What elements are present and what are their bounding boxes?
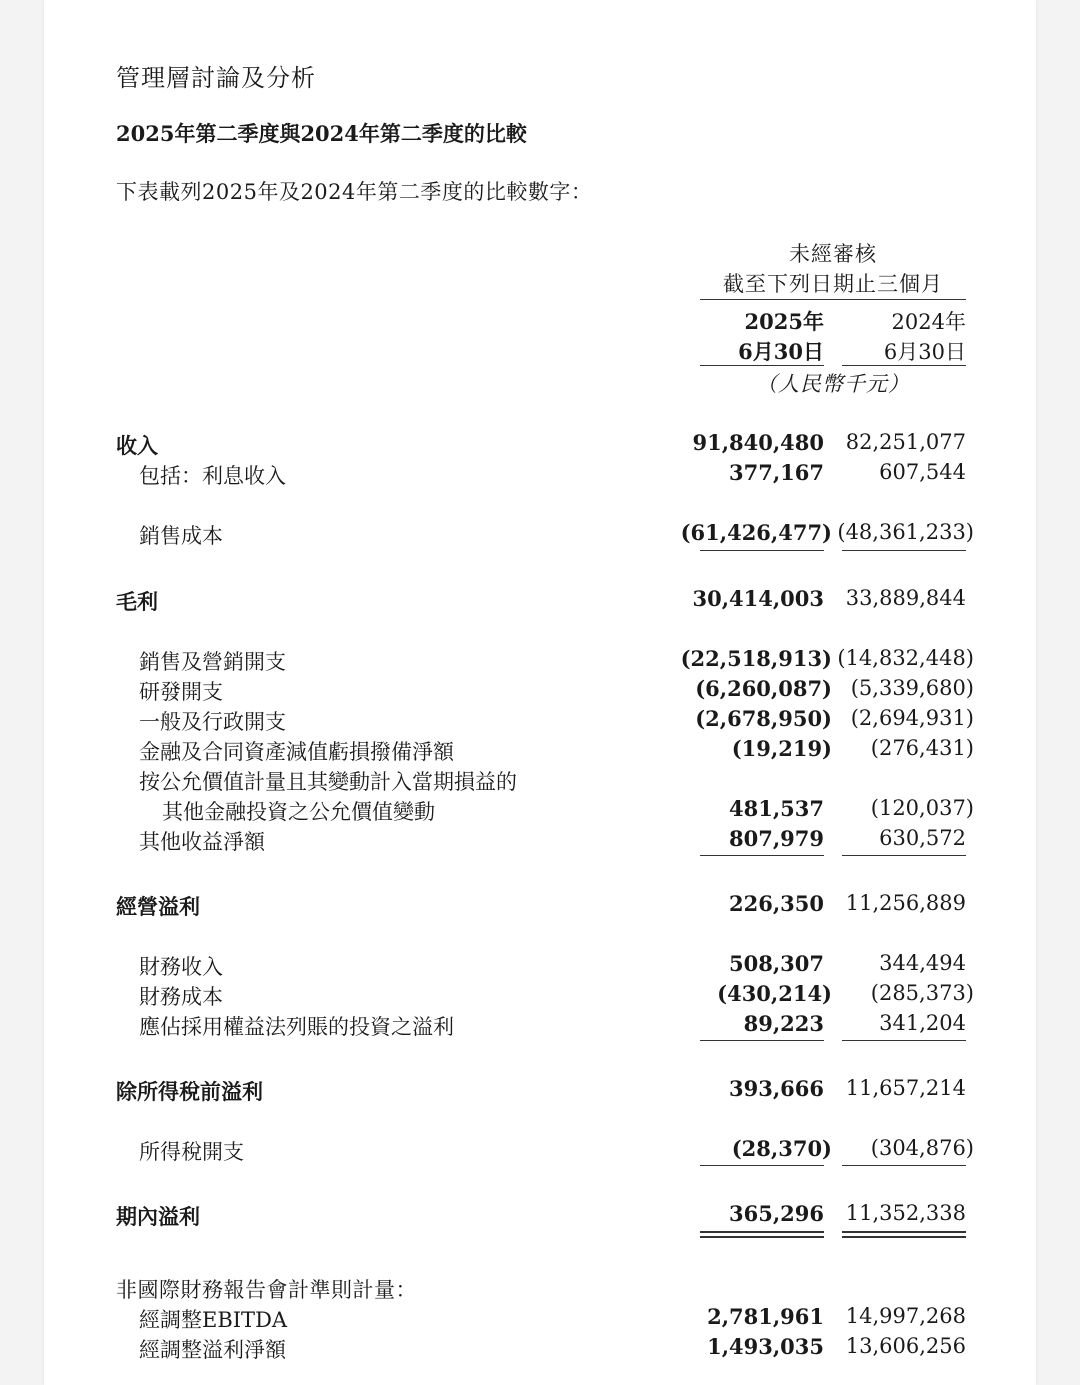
col-2025-rule [700,365,824,366]
rule-tax-2024 [842,1165,966,1166]
row-label-finance-costs: 財務成本 [139,985,223,1009]
rule-opex-2024 [842,855,966,856]
revenue-2024: 82,251,077 [845,430,966,454]
rnd-2025: (6,260,087) [695,676,832,701]
income-tax-2024: (304,876) [870,1136,974,1160]
rule-tax-2025 [700,1165,824,1166]
finance-costs-2024: (285,373) [870,981,974,1005]
col-2025-date: 6月30日 [738,339,824,364]
non-ifrs-heading: 非國際財務報告會計準則計量： [116,1278,417,1302]
finance-costs-2025: (430,214) [717,981,832,1006]
row-label-operating-profit: 經營溢利 [116,894,200,919]
rule-cost-2024 [842,550,966,551]
header-rule [700,299,966,300]
row-label-cost-of-revenue: 銷售成本 [139,524,223,548]
intro-text: 下表載列2025年及2024年第二季度的比較數字： [116,180,593,204]
gross-profit-2024: 33,889,844 [845,586,966,610]
fvtpl-2025: 481,537 [729,796,824,821]
impairment-2025: (19,219) [731,736,832,761]
row-label-income-tax: 所得稅開支 [139,1140,244,1164]
general-admin-2025: (2,678,950) [695,706,832,731]
row-label-equity-method: 應佔採用權益法列賬的投資之溢利 [139,1015,454,1039]
general-admin-2024: (2,694,931) [850,706,974,730]
row-label-impairment: 金融及合同資產減值虧損撥備淨額 [139,740,454,764]
report-page [44,0,1036,1385]
currency-unit: （人民幣千元） [756,372,910,396]
other-gains-2025: 807,979 [729,826,824,851]
finance-income-2024: 344,494 [879,951,966,975]
row-label-selling-marketing: 銷售及營銷開支 [139,650,286,674]
col-2024-rule [842,365,966,366]
row-label-fvtpl-line2: 其他金融投資之公允價值變動 [162,800,435,824]
profit-before-tax-2024: 11,657,214 [845,1076,966,1100]
income-tax-2025: (28,370) [731,1136,832,1161]
double-rule-bottom-2025 [700,1236,824,1238]
profit-for-period-2025: 365,296 [729,1201,824,1226]
adjusted-ebitda-2025: 2,781,961 [707,1304,824,1329]
gross-profit-2025: 30,414,003 [692,586,824,611]
other-gains-2024: 630,572 [879,826,966,850]
period-label: 截至下列日期止三個月 [723,272,943,296]
selling-marketing-2025: (22,518,913) [680,646,832,671]
fvtpl-2024: (120,037) [870,796,974,820]
unaudited-label: 未經審核 [789,242,877,266]
row-label-gross-profit: 毛利 [116,589,158,614]
rule-finance-2025 [700,1040,824,1041]
row-label-profit-before-tax: 除所得稅前溢利 [116,1079,263,1104]
cost-of-revenue-2025: (61,426,477) [680,520,832,545]
row-label-revenue: 收入 [116,433,158,458]
adjusted-ebitda-2024: 14,997,268 [845,1304,966,1328]
row-label-adjusted-ebitda: 經調整EBITDA [139,1308,288,1332]
finance-income-2025: 508,307 [729,951,824,976]
double-rule-top-2025 [700,1231,824,1233]
profit-for-period-2024: 11,352,338 [845,1201,966,1225]
operating-profit-2024: 11,256,889 [845,891,966,915]
profit-before-tax-2025: 393,666 [729,1076,824,1101]
rnd-2024: (5,339,680) [850,676,974,700]
equity-method-2024: 341,204 [879,1011,966,1035]
adjusted-net-profit-2024: 13,606,256 [845,1334,966,1358]
row-label-fvtpl-line1: 按公允價值計量且其變動計入當期損益的 [139,770,517,794]
rule-cost-2025 [700,550,824,551]
selling-marketing-2024: (14,832,448) [837,646,974,670]
revenue-2025: 91,840,480 [692,430,824,455]
rule-finance-2024 [842,1040,966,1041]
row-label-other-gains: 其他收益淨額 [139,830,265,854]
section-title: 管理層討論及分析 [116,64,316,92]
adjusted-net-profit-2025: 1,493,035 [707,1334,824,1359]
row-label-finance-income: 財務收入 [139,955,223,979]
row-label-interest-income: 包括：利息收入 [139,464,286,488]
col-2024-date: 6月30日 [883,340,966,364]
impairment-2024: (276,431) [870,736,974,760]
double-rule-top-2024 [842,1231,966,1233]
row-label-adjusted-net-profit: 經調整溢利淨額 [139,1338,286,1362]
operating-profit-2025: 226,350 [729,891,824,916]
double-rule-bottom-2024 [842,1236,966,1238]
row-label-rnd: 研發開支 [139,680,223,704]
comparison-subtitle: 2025年第二季度與2024年第二季度的比較 [116,121,527,146]
interest-income-2024: 607,544 [879,460,966,484]
row-label-profit-for-period: 期內溢利 [116,1204,200,1229]
cost-of-revenue-2024: (48,361,233) [837,520,974,544]
equity-method-2025: 89,223 [743,1011,824,1036]
rule-opex-2025 [700,855,824,856]
col-2024-year: 2024年 [891,310,966,334]
interest-income-2025: 377,167 [729,460,824,485]
col-2025-year: 2025年 [744,309,824,334]
row-label-general-admin: 一般及行政開支 [139,710,286,734]
